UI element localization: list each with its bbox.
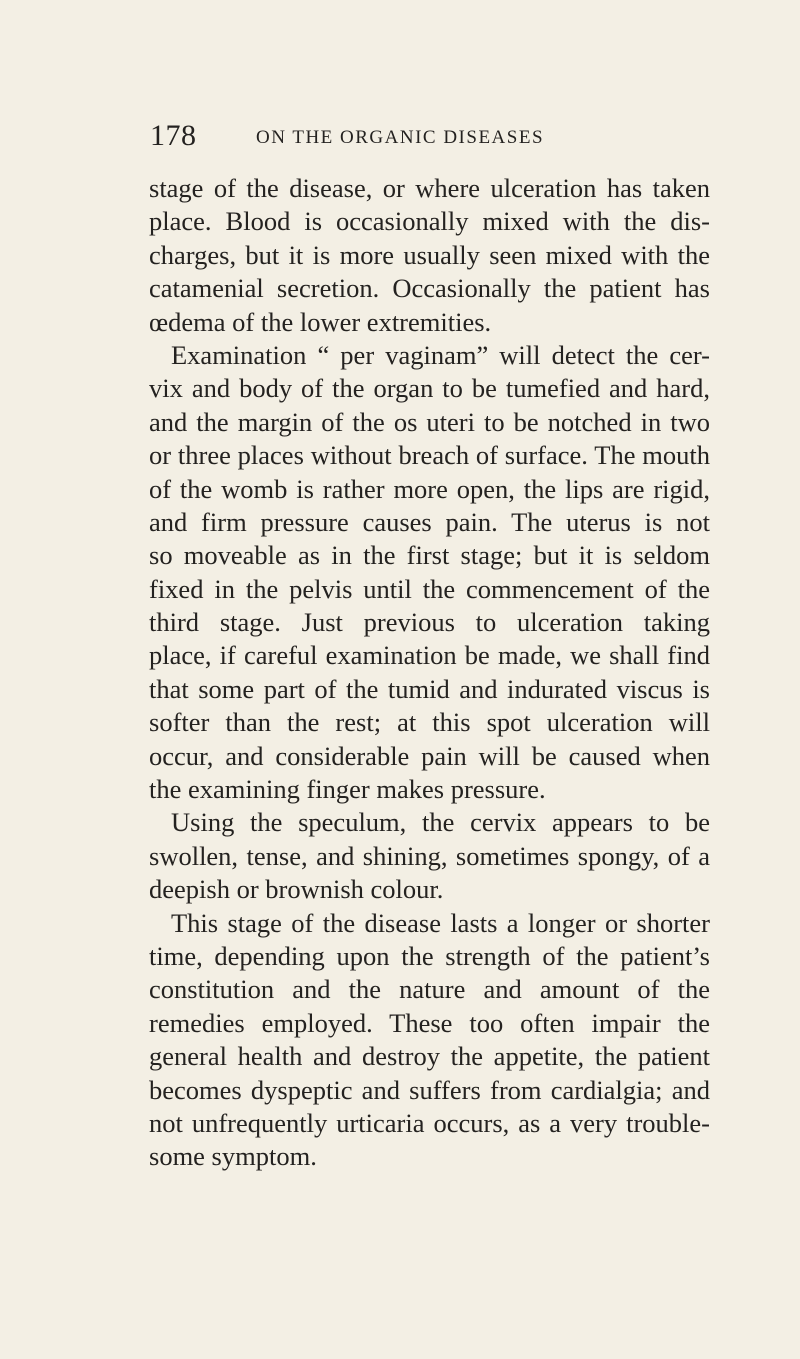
text-line: third stage. Just previous to ulceration taking bbox=[149, 607, 710, 638]
text-line: place. Blood is occasionally mixed with the dis- bbox=[149, 206, 710, 237]
page-number: 178 bbox=[150, 119, 197, 152]
text-line: constitution and the nature and amount of the bbox=[149, 974, 710, 1005]
text-line: time, depending upon the strength of the patient’s bbox=[149, 940, 710, 971]
text-line: and firm pressure causes pain. The uterus is not bbox=[149, 506, 710, 537]
text-line: so moveable as in the first stage; but it is seldom bbox=[149, 540, 710, 571]
text-line: charges, but it is more usually seen mixed with the bbox=[149, 239, 710, 270]
text-line: Examination “ per vaginam” will detect the cer- bbox=[171, 339, 710, 370]
text-line: general health and destroy the appetite, the patient bbox=[149, 1041, 710, 1072]
text-line: and the margin of the os uteri to be notched in two bbox=[149, 406, 710, 437]
text-line: that some part of the tumid and indurated viscus is bbox=[149, 673, 710, 704]
text-line: remedies employed. These too often impair the bbox=[149, 1007, 710, 1038]
text-line: fixed in the pelvis until the commencement of the bbox=[149, 573, 710, 604]
text-line: or three places without breach of surface. The mouth bbox=[149, 440, 710, 471]
text-line: occur, and considerable pain will be caused when bbox=[149, 740, 710, 771]
text-line: not unfrequently urticaria occurs, as a very trouble- bbox=[149, 1107, 710, 1138]
text-line: catamenial secretion. Occasionally the patient has bbox=[149, 273, 710, 304]
text-line: of the womb is rather more open, the lips are rigid, bbox=[149, 473, 710, 504]
text-line: vix and body of the organ to be tumefied and hard, bbox=[149, 373, 710, 404]
text-line: softer than the rest; at this spot ulceration will bbox=[149, 707, 710, 738]
text-line: place, if careful examination be made, we shall find bbox=[149, 640, 710, 671]
running-head bbox=[150, 116, 710, 156]
text-line: swollen, tense, and shining, sometimes spongy, of a bbox=[149, 840, 710, 871]
text-line: becomes dyspeptic and suffers from cardialgia; and bbox=[149, 1074, 710, 1105]
text-line: Using the speculum, the cervix appears to be bbox=[171, 807, 710, 838]
running-title: ON THE ORGANIC DISEASES bbox=[256, 127, 545, 148]
text-line: This stage of the disease lasts a longer or shorter bbox=[171, 907, 710, 938]
text-line: deepish or brownish colour. bbox=[149, 874, 444, 905]
text-line: stage of the disease, or where ulceration has taken bbox=[149, 173, 710, 203]
body-text bbox=[149, 172, 710, 1174]
text-line: the examining finger makes pressure. bbox=[149, 774, 546, 805]
text-line: some symptom. bbox=[149, 1141, 317, 1172]
text-line: œdema of the lower extremities. bbox=[149, 306, 492, 337]
